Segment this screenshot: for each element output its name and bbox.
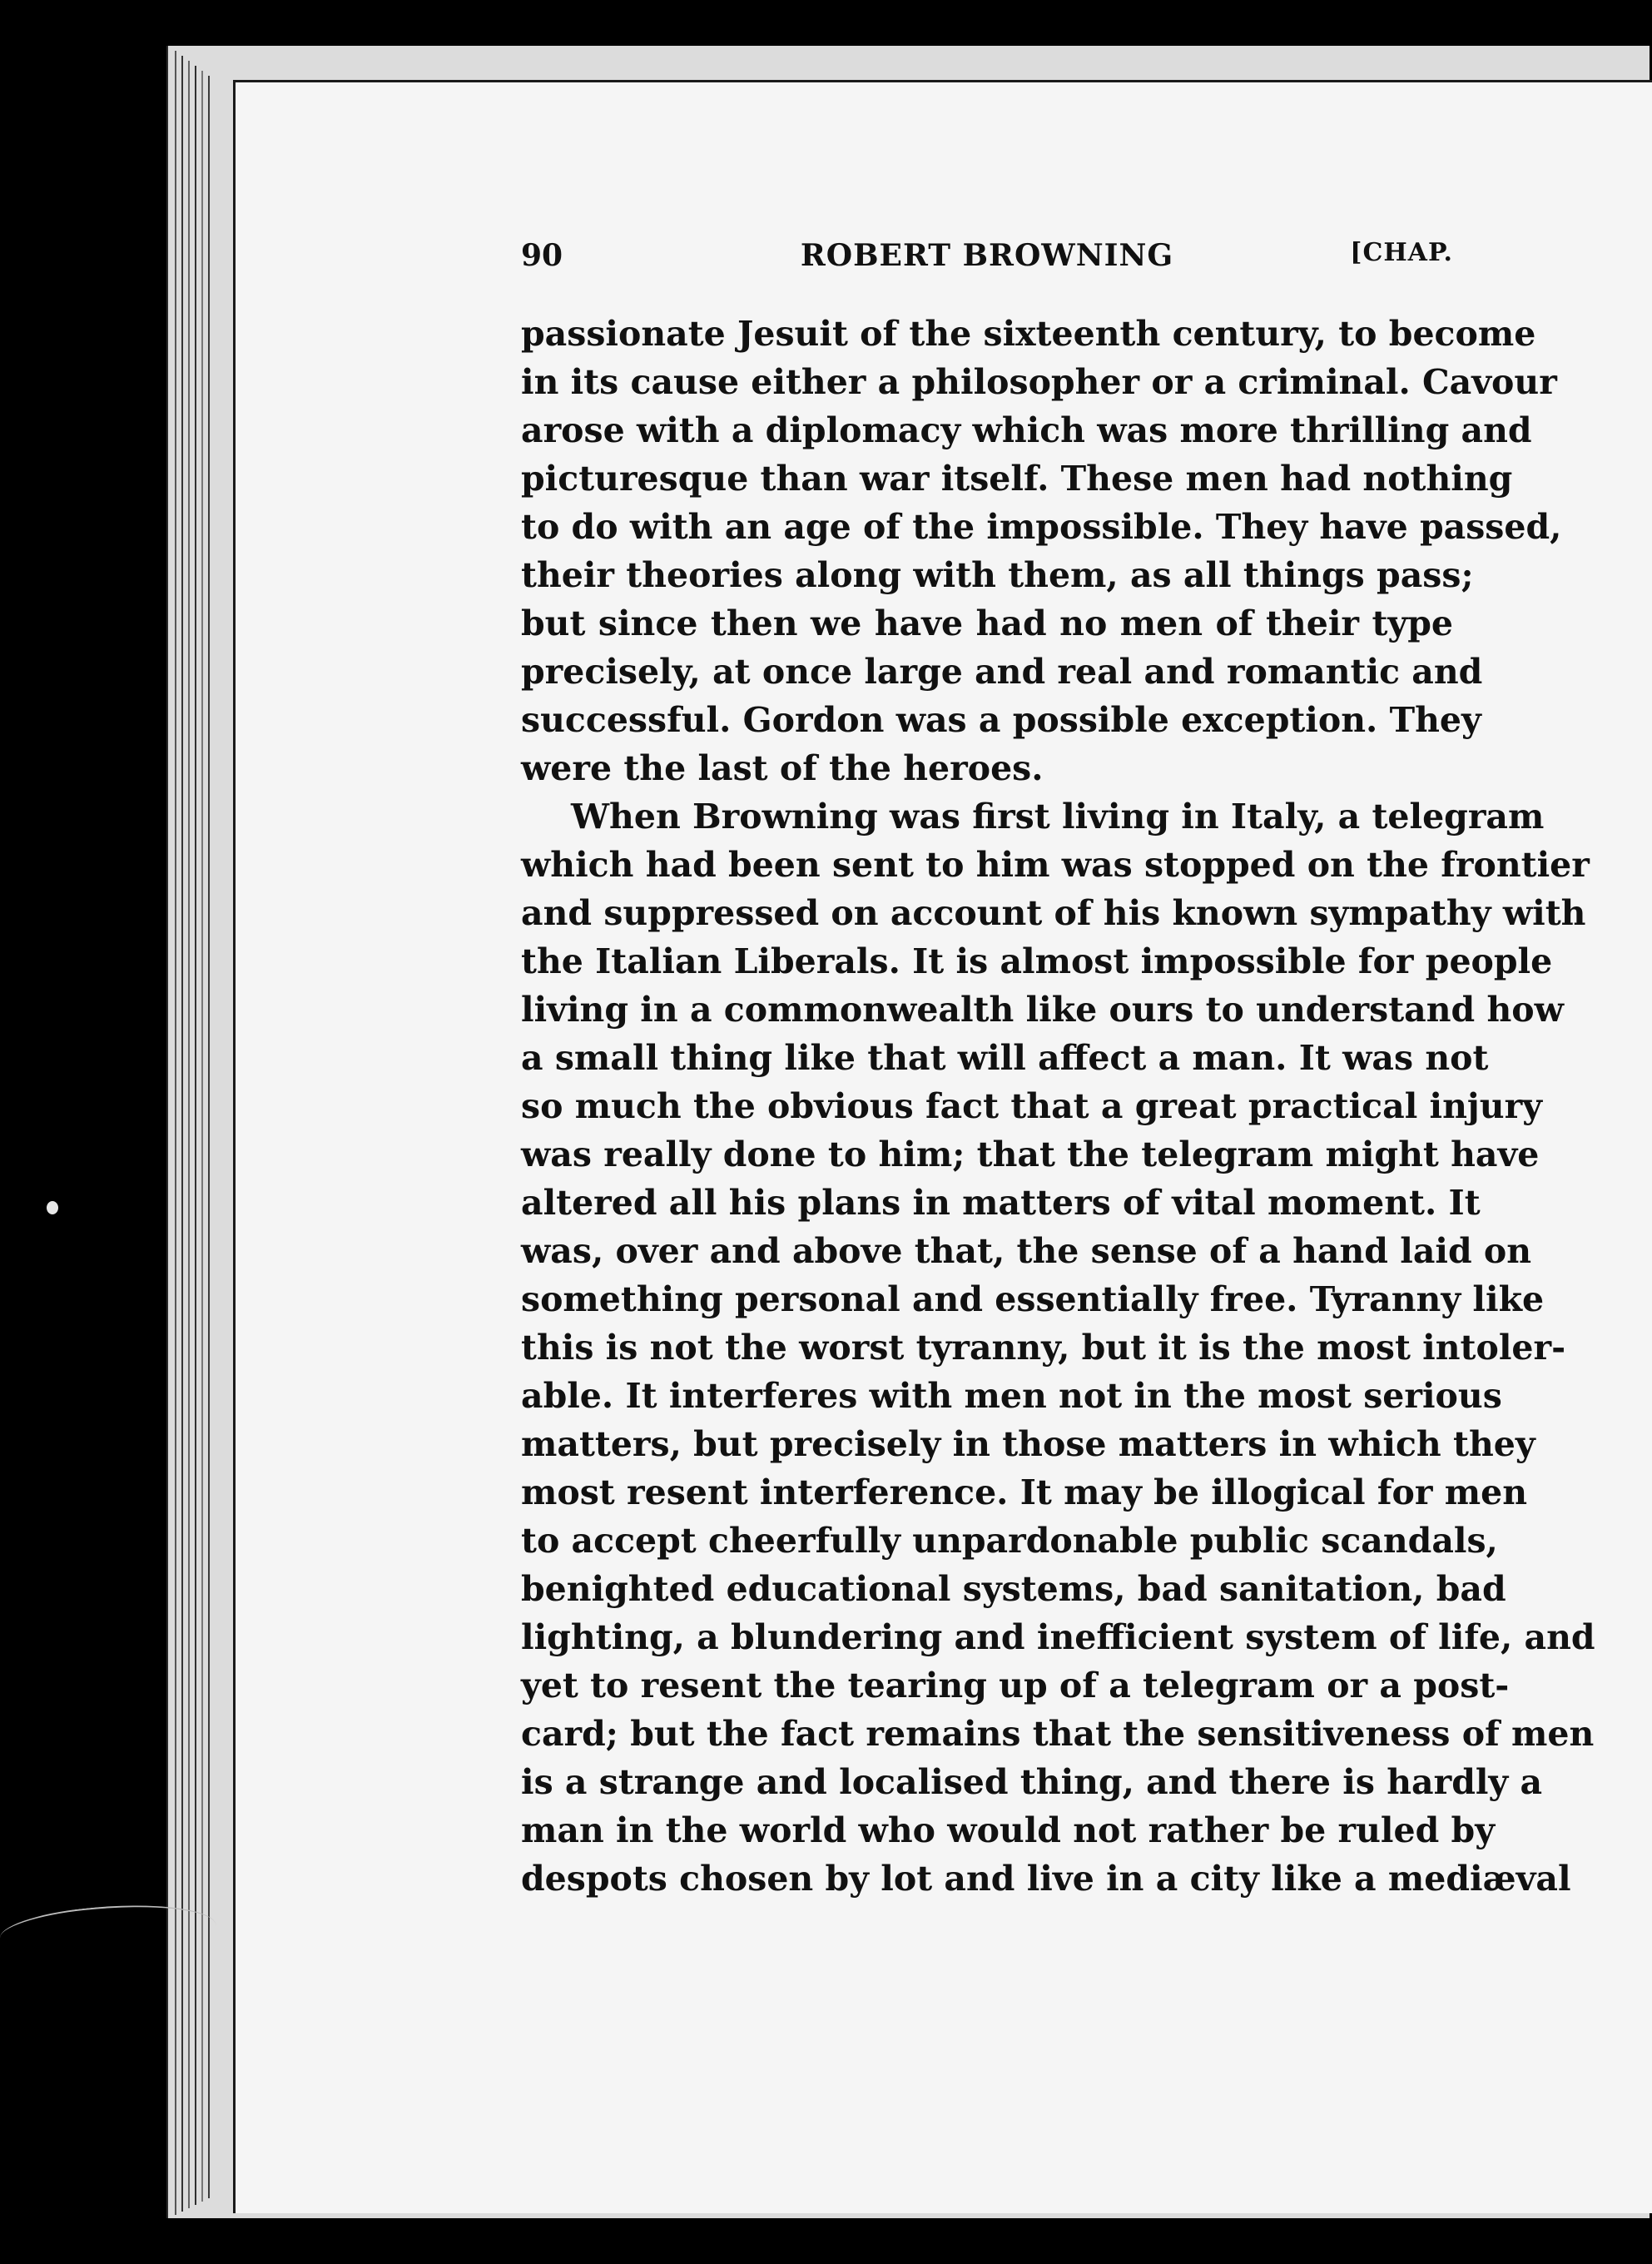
- text-line: was, over and above that, the sense of a hand laid on: [521, 1231, 1532, 1271]
- text-line: was really done to him; that the telegram might have: [521, 1134, 1540, 1174]
- text-line: their theories along with them, as all things pass;: [521, 555, 1474, 595]
- text-line: so much the obvious fact that a great practical injury: [521, 1086, 1542, 1126]
- text-line: a small thing like that will affect a man. It was not: [521, 1038, 1489, 1078]
- text-line: benighted educational systems, bad sanitation, bad: [521, 1569, 1506, 1609]
- paragraph: [521, 310, 1562, 792]
- text-line: arose with a diplomacy which was more thrilling and: [521, 410, 1532, 450]
- text-line: in its cause either a philosopher or a criminal. Cavour: [521, 362, 1557, 402]
- text-line: card; but the fact remains that the sensitiveness of men: [521, 1714, 1595, 1754]
- text-line: is a strange and localised thing, and there is hardly a: [521, 1762, 1543, 1802]
- paragraph: [521, 792, 1595, 1903]
- chapter-mark: [CHAP.: [1350, 238, 1453, 267]
- text-line: and suppressed on account of his known sympathy with: [521, 893, 1586, 933]
- text-line: able. It interferes with men not in the most serious: [521, 1376, 1502, 1416]
- text-line: matters, but precisely in those matters in which they: [521, 1424, 1535, 1464]
- page-edge: [175, 51, 176, 2215]
- text-line: but since then we have had no men of their type: [521, 603, 1453, 643]
- text-line: most resent interference. It may be illogical for men: [521, 1472, 1528, 1512]
- text-line: living in a commonwealth like ours to understand how: [521, 990, 1564, 1030]
- page-edge: [195, 66, 196, 2205]
- text-line: successful. Gordon was a possible exception. They: [521, 700, 1481, 740]
- text-line: passionate Jesuit of the sixteenth century, to become: [521, 314, 1536, 354]
- page-edge: [208, 76, 210, 2198]
- text-line: were the last of the heroes.: [521, 748, 1044, 788]
- text-line: the Italian Liberals. It is almost impossible for people: [521, 941, 1553, 981]
- text-line: something personal and essentially free. Tyranny like: [521, 1279, 1545, 1319]
- page-edge: [201, 71, 203, 2202]
- page-edge: [181, 56, 183, 2212]
- page-number: 90: [521, 238, 563, 273]
- running-title: ROBERT BROWNING: [800, 238, 1174, 273]
- body-text: [521, 310, 1595, 1903]
- text-line: this is not the worst tyranny, but it is the most intoler-: [521, 1328, 1566, 1368]
- text-line: despots chosen by lot and live in a city like a mediæval: [521, 1859, 1571, 1899]
- page-edge: [188, 61, 190, 2208]
- text-line: yet to resent the tearing up of a telegram or a post-: [521, 1666, 1510, 1705]
- text-line: man in the world who would not rather be ruled by: [521, 1810, 1496, 1850]
- text-line: to accept cheerfully unpardonable public scandals,: [521, 1521, 1498, 1561]
- dust-speck: [47, 1201, 58, 1214]
- running-header: [521, 238, 1453, 288]
- text-line: When Browning was first living in Italy, a telegram: [571, 797, 1545, 837]
- text-line: to do with an age of the impossible. They have passed,: [521, 507, 1562, 547]
- text-line: altered all his plans in matters of vital moment. It: [521, 1183, 1481, 1223]
- text-line: picturesque than war itself. These men had nothing: [521, 459, 1513, 499]
- text-line: which had been sent to him was stopped on the frontier: [521, 845, 1590, 885]
- page-edge: [166, 46, 168, 2218]
- text-line: precisely, at once large and real and romantic and: [521, 652, 1483, 692]
- text-line: lighting, a blundering and inefficient system of life, and: [521, 1617, 1595, 1657]
